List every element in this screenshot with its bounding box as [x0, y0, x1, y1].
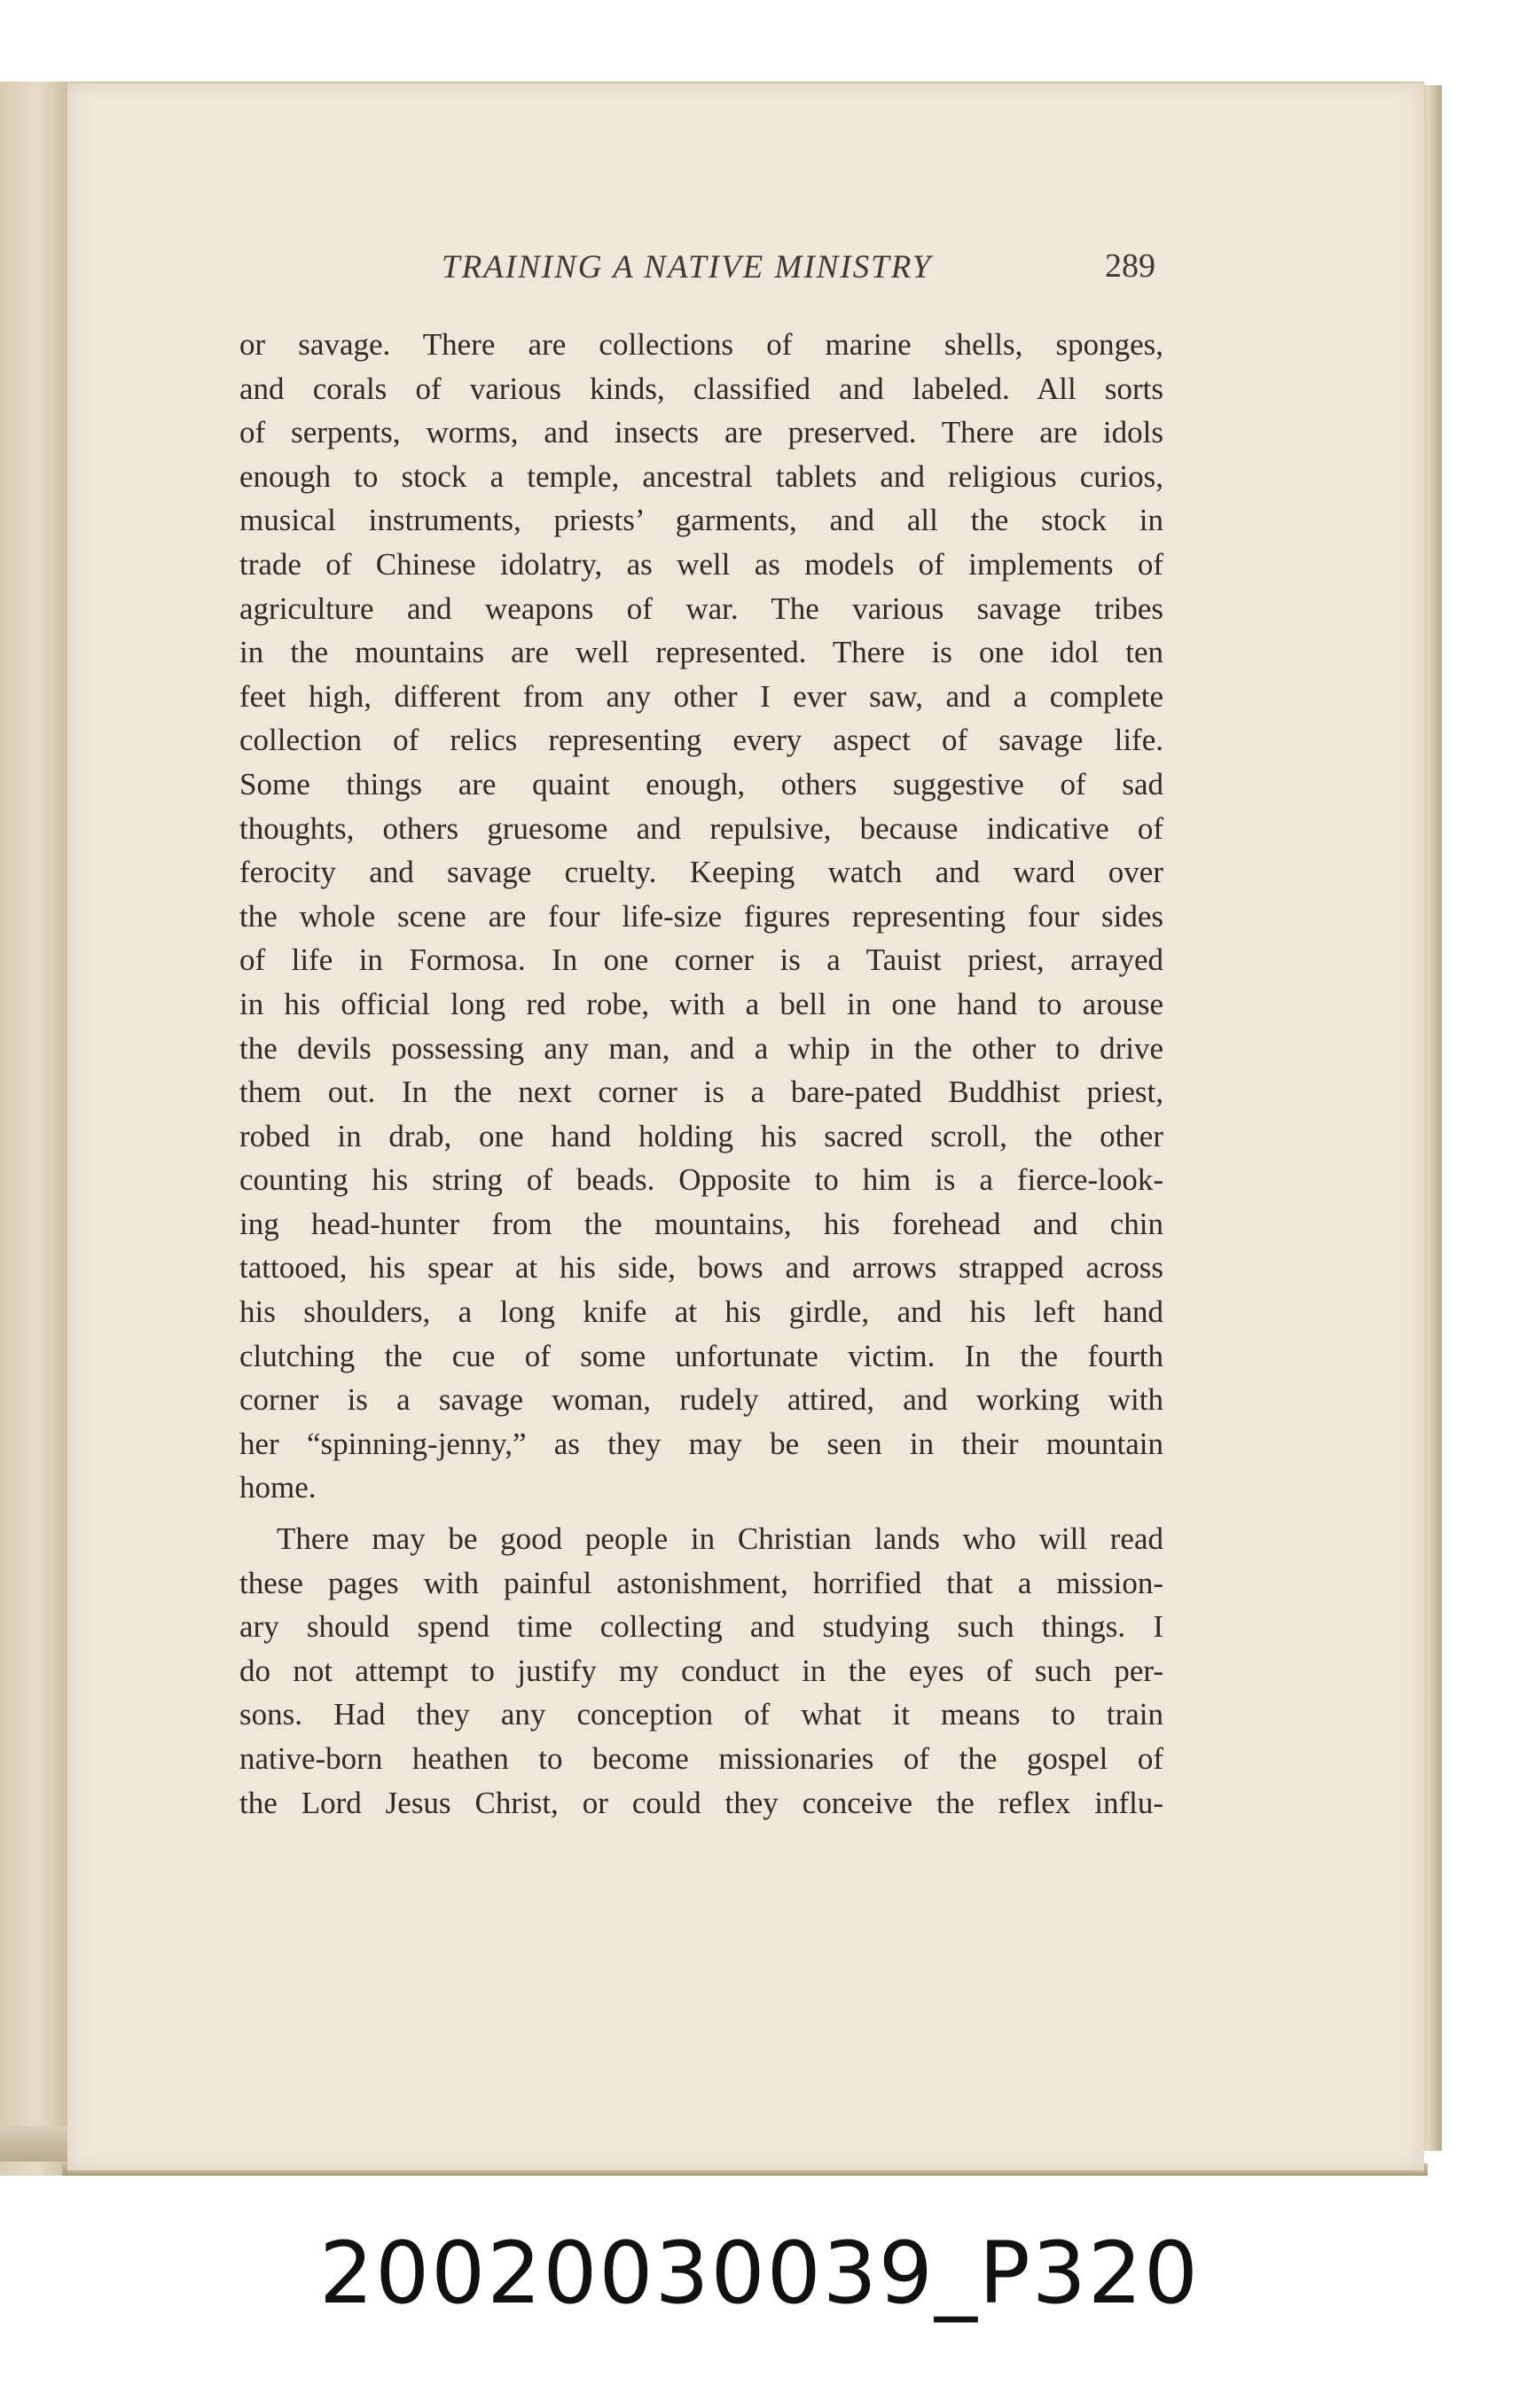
text-line: these pages with painful astonishment, horrified that a mission-	[239, 1565, 1163, 1600]
text-line: ing head-hunter from the mountains, his forehead and chin	[239, 1206, 1163, 1241]
page-number: 289	[1105, 247, 1155, 285]
running-title: TRAINING A NATIVE MINISTRY	[442, 249, 933, 285]
text-line: counting his string of beads. Opposite to him is a fierce-look-	[239, 1162, 1163, 1198]
text-line: her “spinning-jenny,” as they may be seen in their mountain	[239, 1426, 1163, 1461]
text-line: enough to stock a temple, ancestral tablets and religious curios,	[239, 458, 1163, 494]
text-line: There may be good people in Christian lands who will read	[277, 1521, 1163, 1557]
archive-caption: 20020030039_P320	[319, 2224, 1200, 2323]
text-line: robed in drab, one hand holding his sacred scroll, the other	[239, 1118, 1163, 1153]
text-line: agriculture and weapons of war. The various savage tribes	[239, 590, 1163, 626]
text-line: sons. Had they any conception of what it means to train	[239, 1697, 1163, 1732]
text-line: tattooed, his spear at his side, bows and arrows strapped across	[239, 1250, 1163, 1286]
paragraph-gap	[239, 1510, 1163, 1517]
text-line: his shoulders, a long knife at his girdle, and his left hand	[239, 1294, 1163, 1330]
text-line: in his official long red robe, with a bell in one hand to arouse	[239, 986, 1163, 1021]
previous-page-corner	[0, 2126, 74, 2162]
text-line: trade of Chinese idolatry, as well as models of implements of	[239, 546, 1163, 582]
text-line: clutching the cue of some unfortunate victim. In the fourth	[239, 1338, 1163, 1373]
body-text	[239, 323, 1163, 1825]
text-line: the Lord Jesus Christ, or could they conceive the reflex influ-	[239, 1785, 1163, 1820]
text-line: musical instruments, priests’ garments, and all the stock in	[239, 503, 1163, 538]
text-line: of serpents, worms, and insects are preserved. There are idols	[239, 415, 1163, 450]
text-line: them out. In the next corner is a bare-pated Buddhist priest,	[239, 1075, 1163, 1110]
text-line: in the mountains are well represented. There is one idol ten	[239, 635, 1163, 670]
text-line: home.	[239, 1470, 317, 1505]
text-line: thoughts, others gruesome and repulsive, because indicative of	[239, 810, 1163, 846]
text-line: feet high, different from any other I ever saw, and a complete	[239, 678, 1163, 714]
text-line: corner is a savage woman, rudely attired, and working with	[239, 1382, 1163, 1418]
text-line: ary should spend time collecting and studying such things. I	[239, 1609, 1163, 1645]
text-line: collection of relics representing every aspect of savage life.	[239, 723, 1163, 758]
paragraph	[239, 323, 1163, 1510]
text-line: of life in Formosa. In one corner is a Tauist priest, arrayed	[239, 942, 1163, 978]
text-line: the whole scene are four life-size figures representing four sides	[239, 898, 1163, 934]
text-line: ferocity and savage cruelty. Keeping watch and ward over	[239, 855, 1163, 890]
text-line: native-born heathen to become missionaries of the gospel of	[239, 1741, 1163, 1776]
paragraph	[239, 1517, 1163, 1825]
text-line: the devils possessing any man, and a whip in the other to drive	[239, 1030, 1163, 1066]
text-line: Some things are quaint enough, others suggestive of sad	[239, 766, 1163, 801]
text-line: do not attempt to justify my conduct in the eyes of such per-	[239, 1653, 1163, 1688]
text-line: or savage. There are collections of marine shells, sponges,	[239, 327, 1163, 362]
previous-page-edge	[0, 82, 71, 2176]
text-line: and corals of various kinds, classified and labeled. All sorts	[239, 371, 1163, 406]
